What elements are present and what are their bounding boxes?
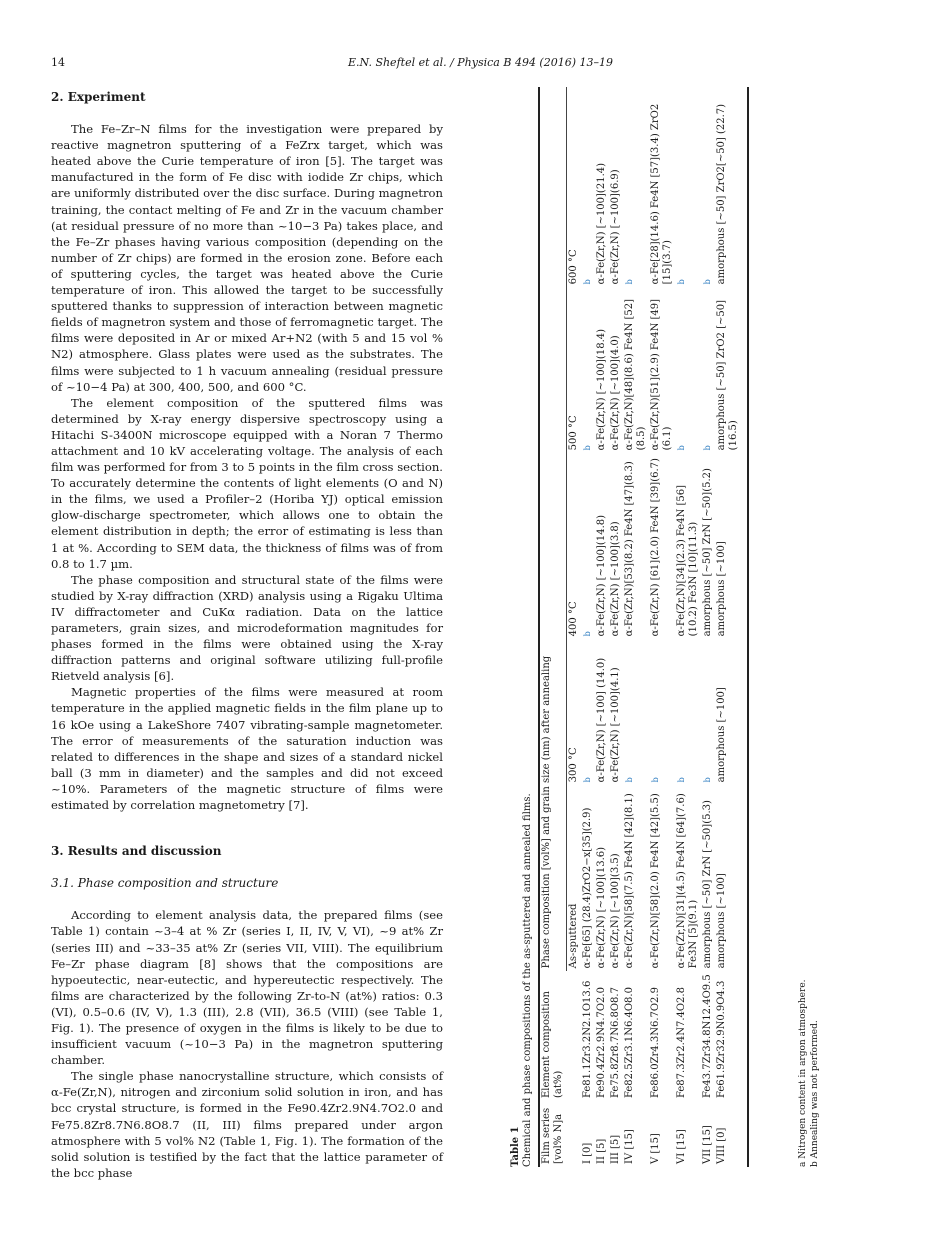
table-row — [715, 87, 741, 1167]
paragraph: According to element analysis data, the prepared films (see Table 1) contain ~3–4 at % Zr (series I, II, IV, V, VI), ~9 at% Zr (series III) and ~33–35 at% Zr (series VII, VIII). The equilibrium Fe–Zr phase diagram [8] shows that the compositions are hypoeutectic, near-eutectic, and hypereutectic respectively. The films are characterized by the following Zr-to-N (at%) ratios: 0.3 (VI), 0.5–0.6 (IV, V), 1.3 (III), 2.8 (VII), 36.5 (VIII) (see Table 1, Fig. 1). The presence of oxygen in the films is likely to be due to insufficient vacuum (~10−3 Pa) in the magnetron sputtering chamber. — [51, 908, 443, 1068]
sub-header: 500 °C — [566, 287, 581, 453]
paragraph: The element composition of the sputtered films was determined by X-ray energy dispersive spectroscopy using a Hitachi S-3400N microscope equipped with a Noran 7 Thermo attachment and 10 kV accelerating voltage. The analysis of each film was performed for from 3 to 5 points in the film cross section. To accurately determine the contents of light elements (O and N) in the films, we used a Profiler–2 (Horiba YJ) optical emission glow-discharge spectrometer, which allows one to obtain the element distribution in depth; the error of estimating is less than 1 at %. According to SEM data, the thickness of films was of from 0.8 to 1.7 µm. — [51, 395, 443, 571]
table-cell: b — [702, 279, 712, 285]
sub-header: 600 °C — [566, 87, 581, 287]
table-cell: II [5] — [595, 1138, 607, 1164]
table-cell: V [15] — [649, 1133, 661, 1164]
table-cell: amorphous [~50] ZrN [~50](5.3) — [701, 800, 713, 969]
table-cell: Fe86.0Zr4.3N6.7O2.9 — [649, 987, 661, 1098]
table-cell: Fe87.3Zr2.4N7.4O2.8 — [675, 987, 687, 1098]
table-row — [581, 87, 595, 1167]
table-cell: α-Fe(Zr,N) [~100](21.4) — [595, 162, 607, 285]
table-cell: b — [702, 777, 712, 783]
table-cell: III [5] — [609, 1134, 621, 1164]
table-row — [675, 87, 701, 1167]
table-cell: α-Fe(Zr,N) [~100](4.0) — [609, 335, 621, 451]
table-cell: Fe81.1Zr3.2N2.1O13.6 — [581, 980, 593, 1098]
section-title: 3. Results and discussion — [51, 844, 222, 859]
data-table — [540, 87, 741, 1167]
table-cell: amorphous [~50] ZrN [~50](5.2) — [701, 468, 713, 637]
paragraph: Magnetic properties of the films were measured at room temperature in the applied magnetic fields in the film plane up to 16 kOe using a LakeShore 7407 vibrating-sample magnetometer. The error of measurements of the saturation induction was related to differences in the shape and sizes of a standard nickel ball (3 mm in diameter) and the samples and did not exceed ~10%. Parameters of the magnetic structure of films were estimated by correlation magnetometry [7]. — [51, 685, 443, 813]
table-cell: VII [15] — [701, 1125, 713, 1164]
table-cell: VI [15] — [675, 1129, 687, 1164]
table-cell: α-Fe(Zr,N) [~100](3.8) — [609, 521, 621, 637]
sub-header: 300 °C — [566, 639, 581, 785]
table-cell: amorphous [~100] — [715, 687, 727, 783]
table-cell: Fe90.4Zr2.9N4.7O2.0 — [595, 987, 607, 1098]
table-cell: I [0] — [581, 1142, 593, 1164]
table-cell: α-Fe(Zr,N)[51](2.9) Fe4N [49] (6.1) — [649, 298, 673, 451]
table-row — [701, 87, 715, 1167]
table-cell: b — [582, 631, 592, 637]
table-cell: α-Fe(Zr,N) [~100](6.9) — [609, 169, 621, 285]
table-row — [609, 87, 623, 1167]
col-header: Film series [vol% N]a — [541, 1107, 564, 1164]
table-caption: Chemical and phase compositions of the as-sputtered and annealed films. — [522, 793, 533, 1167]
table-cell: α-Fe(Zr,N)[53](8.2) Fe4N [47](8.3) — [623, 461, 635, 637]
section-title: 2. Experiment — [51, 90, 146, 104]
table-cell: IV [15] — [623, 1129, 635, 1164]
left-column — [51, 89, 443, 1181]
col-header: Phase composition [vol%] and grain size (nm) after annealing — [541, 655, 552, 969]
table-cell: α-Fe(Zr,N) [~100] (14.0) — [595, 657, 607, 783]
table-row — [623, 87, 649, 1167]
table-cell: α-Fe(Zr,N) [~100](13.6) — [595, 846, 607, 969]
table-cell: α-Fe(Zr,N) [~100](18.4) — [595, 328, 607, 451]
paragraph: The phase composition and structural state of the films were studied by X-ray diffraction (XRD) analysis using a Rigaku Ultima IV diffractometer and CuKα radiation. Data on the lattice parameters, grain sizes, and microdeformation magnitudes for phases formed in the films were obtained using the X-ray diffraction patterns and original software utilizing full-profile Rietveld analysis [6]. — [51, 572, 443, 684]
table-cell: Fe61.9Zr32.9N0.9O4.3 — [715, 980, 727, 1098]
table-cell: b — [676, 445, 686, 451]
footnote-a: a Nitrogen content in argon atmosphere. — [798, 979, 808, 1167]
table-cell: Fe82.5Zr3.1N6.4O8.0 — [623, 987, 635, 1098]
table-cell: b — [624, 279, 634, 285]
table-cell: amorphous [~100] — [715, 541, 727, 637]
table-cell: b — [624, 777, 634, 783]
table-cell: b — [676, 777, 686, 783]
table-row — [649, 87, 675, 1167]
table-cell: amorphous [~50] ZrO2 [~50](16.5) — [715, 299, 739, 451]
table-cell: α-Fe(Zr,N)[58](7.5) Fe4N [42](8.1) — [623, 793, 635, 969]
sub-header: 400 °C — [566, 453, 581, 639]
paragraph: The Fe–Zr–N films for the investigation were prepared by reactive magnetron sputtering of a FeZrx target, which was heated above the Curie temperature of iron [5]. The target was manufactured in the form of Fe disc with iodide Zr chips, which are uniformly distributed over the disc surface. During magnetron training, the contact melting of Fe and Zr in the vacuum chamber (at residual pressure of no more than ~10−3 Pa) takes place, and the Fe–Zr phases having various composition (depending on the number of Zr chips) are formed in the erosion zone. Before each of sputtering cycles, the target was heated above the Curie temperature of iron. This allowed the target to be successfully sputtered thanks to suppression of interaction between magnetic fields of magnetron system and those of ferromagnetic target. The films were deposited in Ar or mixed Ar+N2 (with 5 and 15 vol % N2) atmosphere. Glass plates were used as the substrates. The films were subjected to 1 h vacuum annealing (residual pressure of ~10−4 Pa) at 300, 400, 500, and 600 °C. — [51, 122, 443, 394]
running-header: E.N. Sheftel et al. / Physica B 494 (2016) 13–19 — [348, 56, 614, 69]
table-cell: VIII [0] — [715, 1127, 727, 1164]
table-label: Table 1 — [510, 1126, 521, 1167]
table-row — [595, 87, 609, 1167]
subsection-title: 3.1. Phase composition and structure — [51, 876, 279, 891]
sub-header: As-sputtered — [566, 785, 581, 971]
paragraph: The single phase nanocrystalline structure, which consists of α-Fe(Zr,N), nitrogen and zirconium solid solution in iron, and has bcc crystal structure, is formed in the Fe90.4Zr2.9N4.7O2.0 and Fe75.8Zr8.7N6.8O8.7 (II, III) films prepared under argon atmosphere with 5 vol% N2 (Table 1, Fig. 1). The formation of the solid solution is testified by the fact that the lattice parameter of the bcc phase — [51, 1069, 443, 1180]
table-cell: α-Fe[28](14.6) Fe4N [57](3.4) ZrO2 [15](3.7) — [649, 103, 673, 285]
page-number: 14 — [51, 56, 65, 69]
table-cell: α-Fe(Zr,N)[31](4.5) Fe4N [64](7.6) Fe3N [5](9.1) — [675, 793, 699, 969]
table-cell: α-Fe(Zr,N) [~100](3.5) — [609, 853, 621, 969]
rotated-table — [510, 87, 785, 1167]
footnote-b: b Annealing was not performed. — [810, 1020, 820, 1167]
table-cell: Fe43.7Zr34.8N12.4O9.5 — [701, 974, 713, 1098]
table-cell: α-Fe(Zr,N)[58](2.0) Fe4N [42](5.5) — [649, 793, 661, 969]
col-header: Element composition (at%) — [541, 991, 564, 1098]
table-cell: α-Fe(Zr,N) [~100](4.1) — [609, 667, 621, 783]
table-cell: b — [676, 279, 686, 285]
table-cell: α-Fe(Zr,N) [61](2.0) Fe4N [39](6.7) — [649, 458, 661, 637]
table-cell: b — [702, 445, 712, 451]
table-cell: amorphous [~100] — [715, 873, 727, 969]
table-cell: α-Fe(Zr,N)[34](2.3) Fe4N [56](10.2) Fe3N [10](11.3) — [675, 484, 699, 637]
table-cell: α-Fe(Zr,N)[48](8.6) Fe4N [52] (8.5) — [623, 298, 647, 451]
table-cell: b — [582, 445, 592, 451]
table-cell: b — [582, 777, 592, 783]
table-cell: amorphous [~50] ZrO2[~50] (22.7) — [715, 103, 727, 285]
table-cell: b — [650, 777, 660, 783]
table-cell: α-Fe(Zr,N) [~100](14.8) — [595, 514, 607, 637]
table-cell: Fe75.8Zr8.7N6.8O8.7 — [609, 987, 621, 1098]
table-cell: α-Fe[65] (28.4)ZrO2−x[35](2.9) — [581, 807, 593, 969]
table-cell: b — [582, 279, 592, 285]
